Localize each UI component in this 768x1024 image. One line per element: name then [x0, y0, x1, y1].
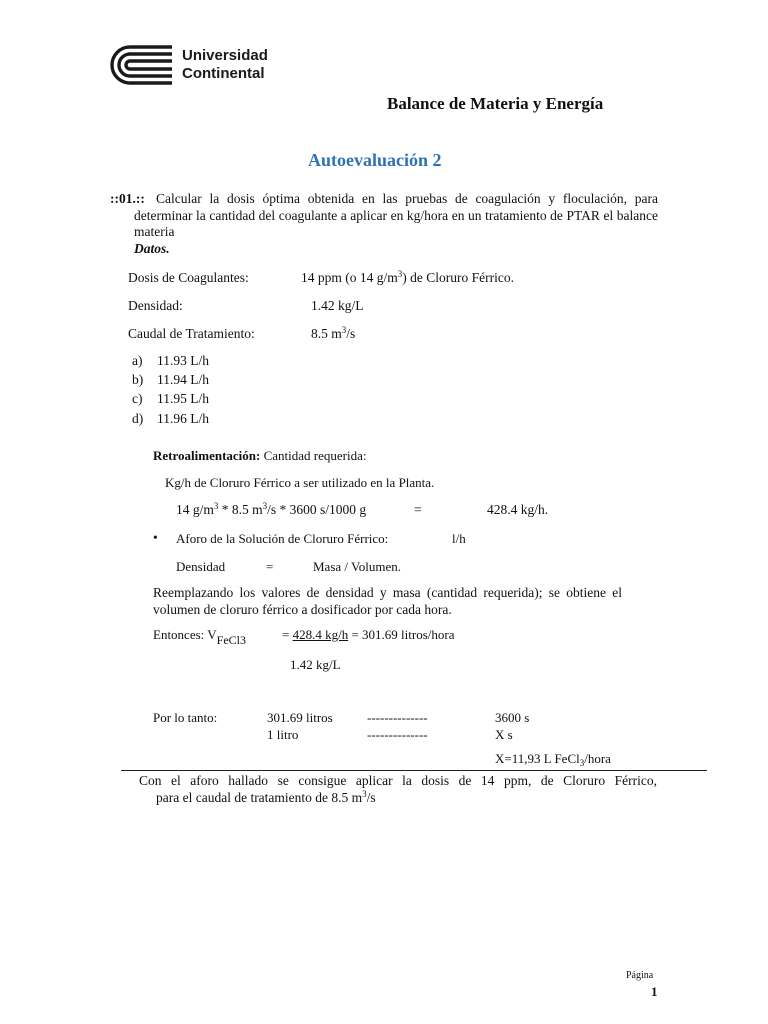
densidad-label: Densidad: [176, 559, 226, 574]
option-a: a) 11.93 L/h: [132, 353, 209, 368]
footer-page-number: 1: [651, 984, 658, 999]
data-value-densidad: 1.42 kg/L: [311, 298, 364, 313]
logo-icon: [108, 44, 174, 86]
calc-result: 428.4 kg/h.: [487, 502, 549, 517]
course-title: Balance de Materia y Energía: [387, 94, 604, 113]
page-title: Autoevaluación 2: [308, 150, 442, 170]
bullet-icon: •: [153, 530, 158, 545]
rule-row2-right: X s: [495, 727, 513, 742]
data-label-dosis: Dosis de Coagulantes:: [128, 270, 249, 285]
rule-row2-left: 1 litro: [267, 727, 299, 742]
entonces-line: Entonces: $V_{FeCl3}$: [153, 627, 247, 647]
por-lo-tanto: Por lo tanto:: [153, 710, 218, 725]
logo-text-line2: Continental: [182, 65, 265, 82]
data-value-caudal: 8.5 $m^3/s$: [311, 325, 356, 341]
logo-text-line1: Universidad: [182, 47, 268, 64]
kgh-line: Kg/h de Cloruro Férrico a ser utilizado en la Planta.: [165, 475, 435, 490]
rule-row1-left: 301.69 litros: [267, 710, 333, 725]
rule-row2-dashes: --------------: [367, 727, 428, 742]
entonces-denominator: 1.42 kg/L: [290, 657, 341, 672]
aforo-text: Aforo de la Solución de Cloruro Férrico:: [176, 531, 389, 546]
footer-page-label: Página: [626, 970, 654, 981]
question-text: Calcular la dosis óptima obtenida en las pruebas de coagulación y floculación, para determinar la cantidad del coagulante a aplicar en kg/hora en un tratamiento de PTAR el balance materia: [134, 191, 658, 239]
university-logo: [108, 44, 174, 86]
feedback-heading: Retroalimentación: Cantidad requerida:: [153, 448, 367, 463]
rule-row1-right: 3600 s: [495, 710, 530, 725]
data-label-caudal: Caudal de Tratamiento:: [128, 326, 255, 341]
aforo-unit: l/h: [452, 531, 466, 546]
final-result: X=11,93 L FeCl$_3$/hora: [495, 751, 611, 768]
divider-line: [121, 770, 707, 771]
option-c: c) 11.95 L/h: [132, 391, 209, 406]
data-label-densidad: Densidad:: [128, 298, 183, 313]
reemplazando-paragraph: Reemplazando los valores de densidad y masa (cantidad requerida); se obtiene el volumen de cloruro férrico a dosificador por cada hora.: [153, 585, 622, 617]
option-b: b) 11.94 L/h: [132, 372, 209, 387]
rule-row1-dashes: --------------: [367, 710, 428, 725]
calc-line: 14 $g/m^3 * 8.5$ $m^3/s * 3600$ s/1000 g: [176, 501, 367, 517]
data-value-dosis: 14 ppm (o 14 $g/m^3$) de Cloruro Férrico.: [301, 269, 514, 285]
conclusion-line1: Con el aforo hallado se consigue aplicar la dosis de 14 ppm, de Cloruro Férrico,: [139, 773, 657, 788]
densidad-equals: =: [266, 559, 274, 574]
question-number: ::01.::: [110, 191, 145, 206]
option-d: d) 11.96 L/h: [132, 411, 209, 426]
conclusion-line2: para el caudal de tratamiento de 8.5 $m^3/s$: [156, 789, 376, 805]
entonces-formula: = 428.4 kg/h = 301.69 litros/hora: [282, 627, 455, 642]
densidad-formula: Masa / Volumen.: [313, 559, 401, 574]
calc-equals: =: [414, 502, 422, 517]
datos-label: Datos.: [134, 241, 170, 256]
